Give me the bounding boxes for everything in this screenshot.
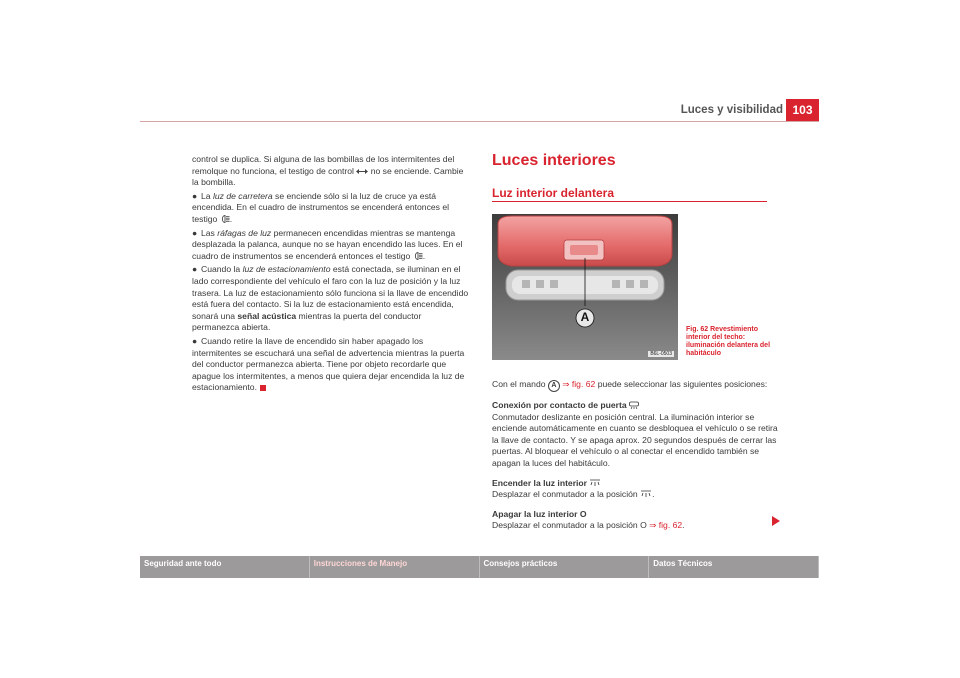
- bullet-parking-light: ● Cuando la luz de estacionamiento está conectada, se iluminan en el lado correspondiente del vehículo el faro con la luz de posición y la luz trasera. La luz de estacionamiento sólo funciona si la llave de encendido está fuera del contacto. Si la luz de estacionamiento está encendida, sonará una señal acústica mientras la puerta del conductor permanezca abierta.: [192, 264, 469, 333]
- intro-paragraph: Con el mando A ⇒ fig. 62 puede seleccionar las siguientes posiciones:: [492, 379, 782, 392]
- footer-tab-instrucciones[interactable]: Instrucciones de Manejo: [310, 556, 480, 578]
- continue-arrow-icon: [772, 516, 780, 526]
- figure-code: B6L-0503: [650, 351, 672, 357]
- turn-signal-arrows-icon: [356, 168, 368, 175]
- page-number: 103: [786, 99, 819, 121]
- text-light-on: Desplazar el conmutador a la posición .: [492, 489, 655, 500]
- text-light-off: Desplazar el conmutador a la posición O ⇒ fig. 62.: [492, 520, 685, 531]
- paragraph-continuation: control se duplica. Si alguna de las bombillas de los intermitentes del remolque no funciona, el testigo de control no se enciende. Cambie la bombilla.: [192, 154, 464, 188]
- left-column: [192, 154, 470, 396]
- footer-tab-seguridad[interactable]: Seguridad ante todo: [140, 556, 310, 578]
- header-divider: [140, 121, 819, 122]
- bullet-flash: ● Las ráfagas de luz permanecen encendidas mientras se mantenga desplazada la palanca, aunque no se hayan encendido las luces. En el cuadro de instrumentos se encenderá entonces el testigo .: [192, 227, 463, 261]
- interior-light-on-icon: [589, 479, 601, 487]
- figure-interior-light: [492, 214, 678, 360]
- figure-reference-link[interactable]: ⇒ fig. 62: [562, 379, 596, 389]
- running-header-title: Luces y visibilidad: [680, 104, 783, 116]
- figure-reference-link[interactable]: ⇒ fig. 62: [649, 520, 683, 531]
- figure-callout-label: A: [580, 310, 590, 324]
- high-beam-icon: [220, 215, 230, 223]
- footer-tab-datos[interactable]: Datos Técnicos: [649, 556, 819, 578]
- footer-tab-consejos[interactable]: Consejos prácticos: [480, 556, 650, 578]
- bullet-high-beam: ● La luz de carretera se enciende sólo si la luz de cruce ya está encendida. En el cuadro de instrumentos se encenderá entonces el testigo .: [192, 190, 450, 224]
- subsection-divider: [492, 201, 767, 202]
- high-beam-icon: [413, 252, 423, 260]
- section-title: Luces interiores: [492, 152, 616, 169]
- figure-caption: Fig. 62 Revestimiento interior del techo: iluminación delantera del habitáculo: [686, 326, 771, 357]
- door-contact-light-icon: [629, 401, 639, 409]
- end-of-section-mark: [260, 385, 266, 391]
- text-door-contact: Conmutador deslizante en posición central. La iluminación interior se enciende automáticamente en cuanto se desbloquea el vehículo o se retira la llave de contacto. Y se apaga aprox. 20 segundos después de cerrar las puertas. Al bloquear el vehículo o al conectar el encendido también se apagan la luces del habitáculo.: [492, 411, 778, 468]
- subsection-title: Luz interior delantera: [492, 186, 615, 200]
- interior-light-on-icon: [640, 490, 652, 498]
- heading-door-contact: Conexión por contacto de puerta: [492, 400, 782, 412]
- control-label-badge: A: [548, 380, 560, 392]
- bullet-warning: ● Cuando retire la llave de encendido sin haber apagado los intermitentes se escuchará una señal de advertencia mientras la puerta del conductor permanezca abierta. Tiene por objeto recordarle que apague los intermitentes, a menos que quiera dejar encendida la luz de estacionamiento.: [192, 335, 465, 393]
- heading-light-off: Apagar la luz interior O: [492, 508, 587, 519]
- heading-light-on: Encender la luz interior: [492, 478, 782, 490]
- right-column: [492, 379, 782, 540]
- interior-light-photo: [492, 214, 678, 360]
- footer-navigation: [140, 556, 819, 578]
